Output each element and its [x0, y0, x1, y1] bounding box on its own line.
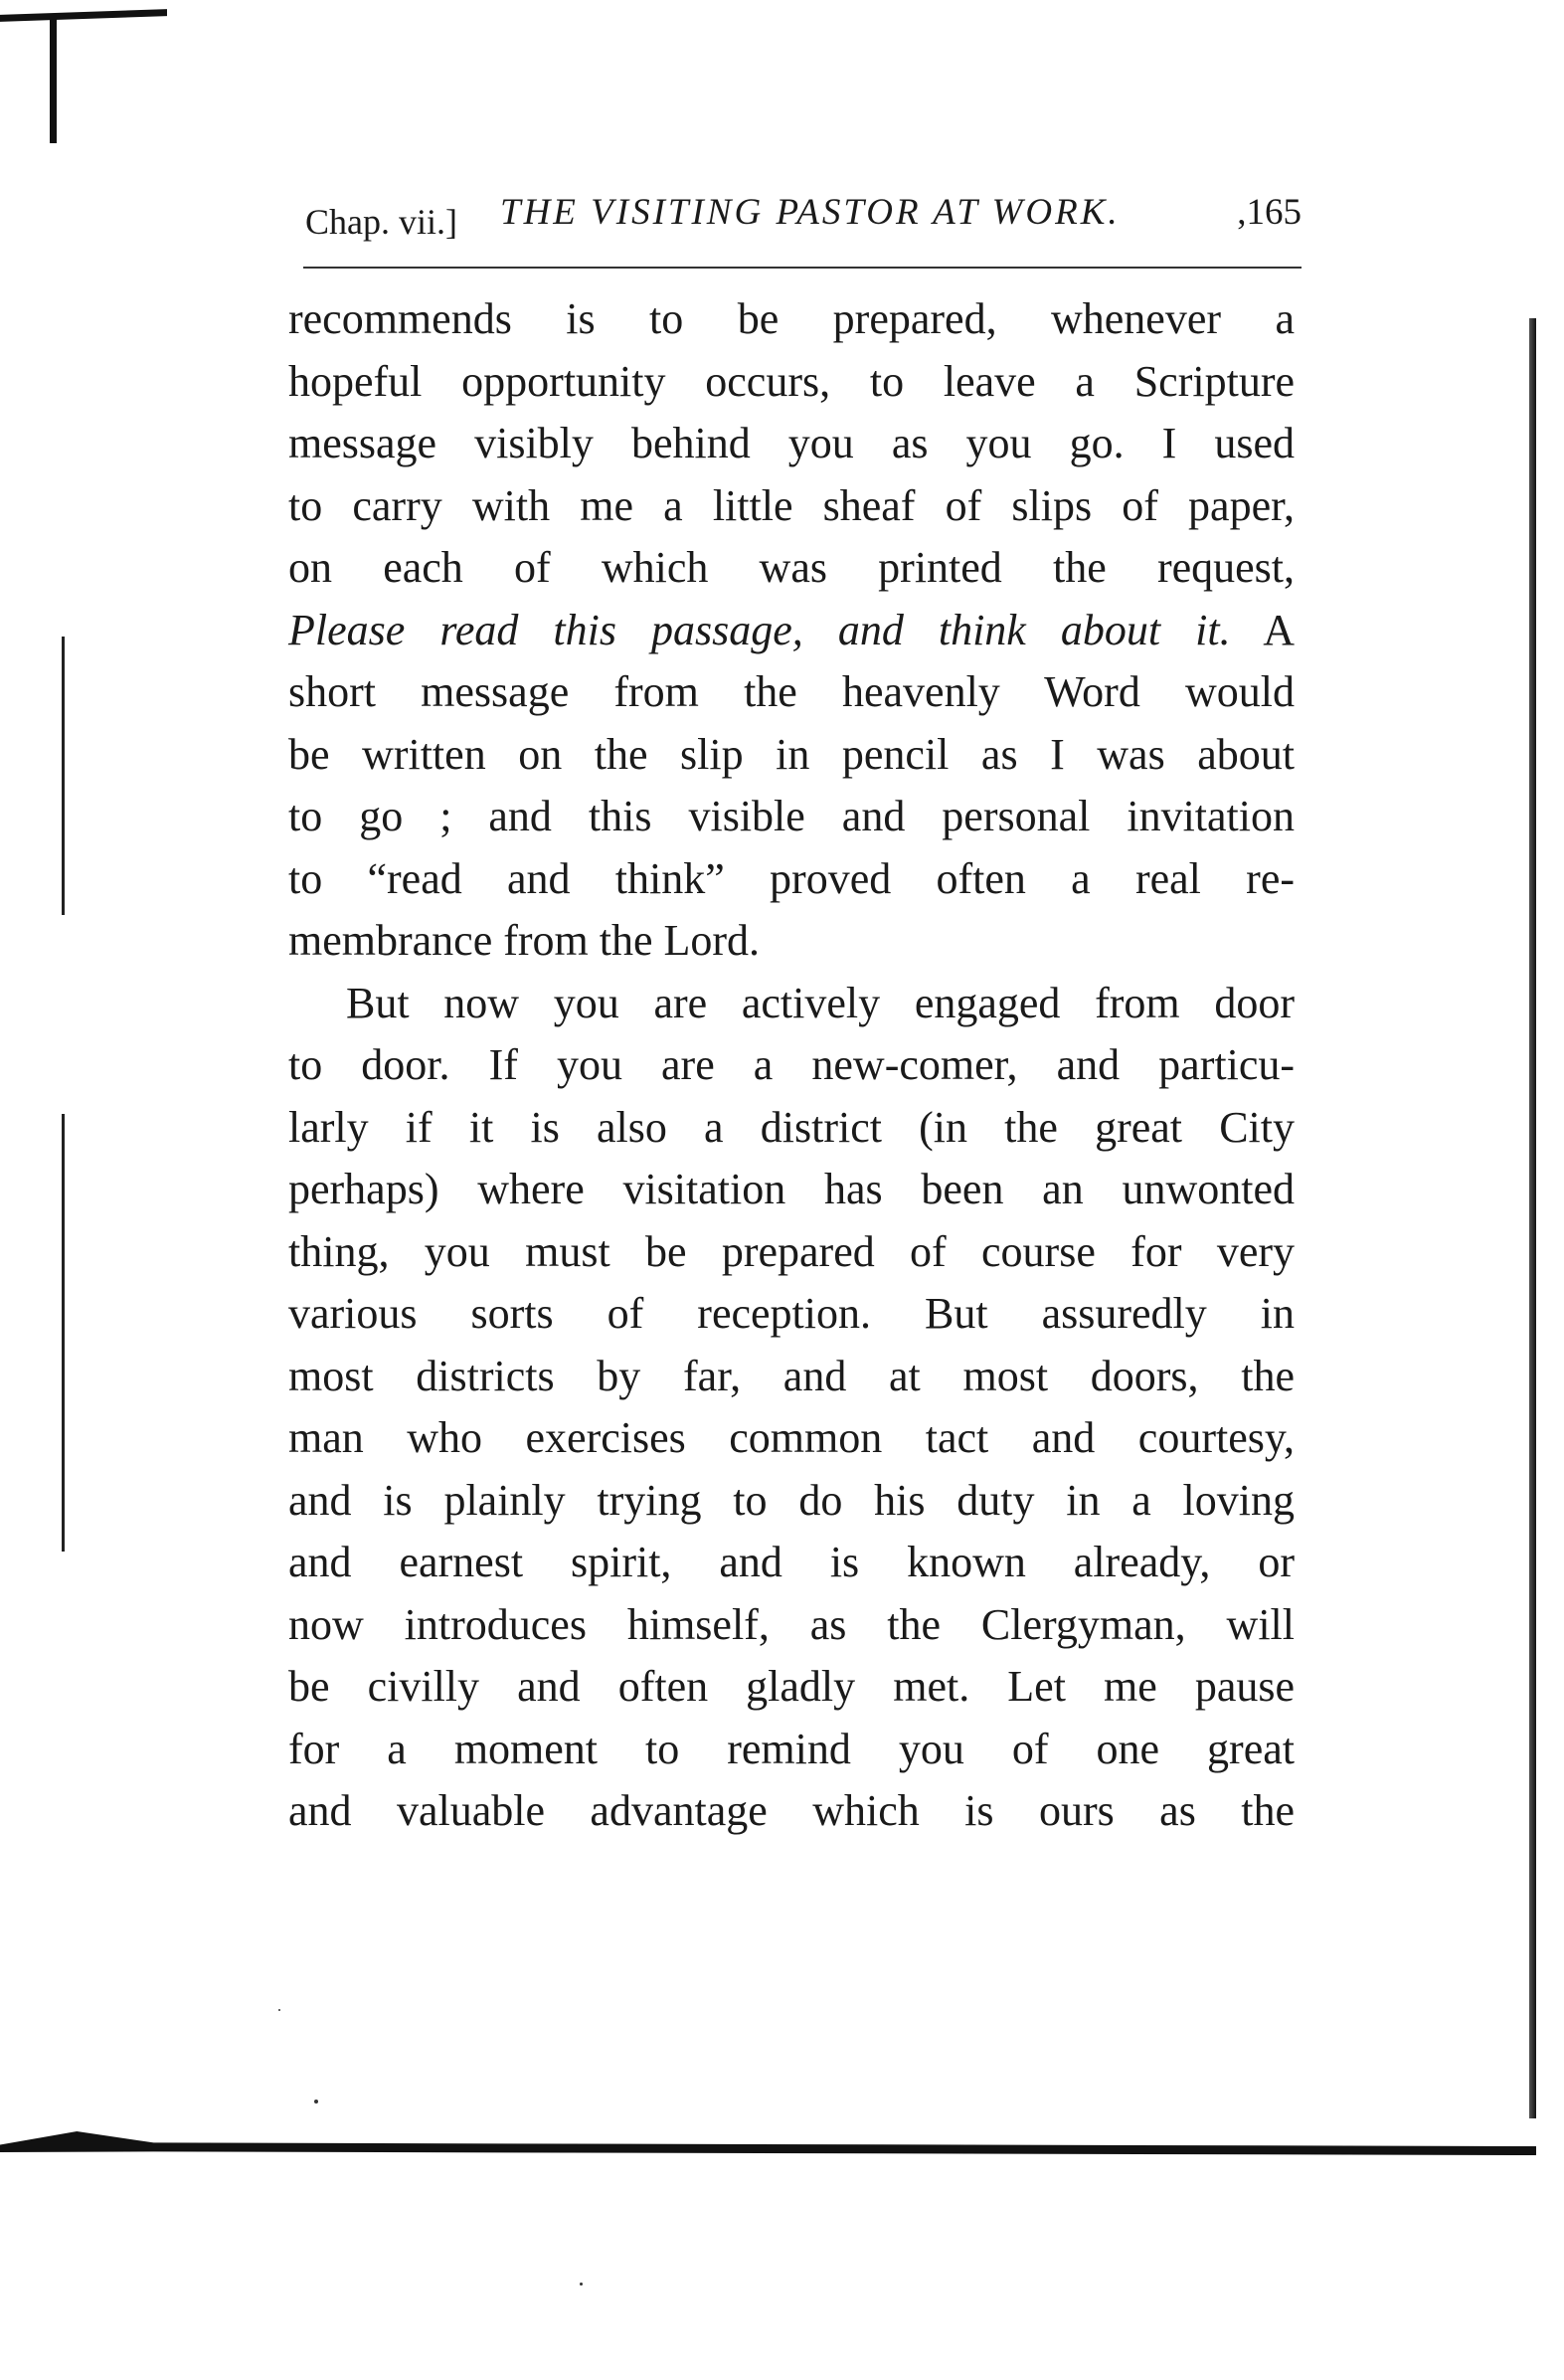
text-line: membrance from the Lord. [288, 916, 761, 965]
header-rule [303, 267, 1302, 269]
paragraph [288, 288, 1295, 973]
text-line: be civilly and often gladly met. Let me pause [288, 1662, 1295, 1711]
text-line: for a moment to remind you of one great [288, 1724, 1295, 1773]
text-line: be written on the slip in pencil as I was about [288, 729, 1295, 779]
text-line: perhaps) where visitation has been an unwonted [288, 1165, 1295, 1213]
running-title: THE VISITING PASTOR AT WORK. [500, 192, 1121, 233]
paragraph [288, 973, 1295, 1843]
scan-corner-mark-vertical [50, 14, 57, 143]
scan-corner-mark [0, 9, 167, 22]
text-line: message visibly behind you as you go. I used [288, 419, 1295, 467]
text-line: and earnest spirit, and is known already, or [288, 1538, 1295, 1586]
body-text [288, 288, 1295, 1843]
text-line: But now you are actively engaged from door [346, 978, 1295, 1027]
text-line: most districts by far, and at most doors, the [288, 1351, 1295, 1400]
text-line: to go ; and this visible and personal invitation [288, 792, 1295, 840]
text-line: to “read and think” proved often a real re- [288, 853, 1295, 903]
scan-speck [314, 2100, 318, 2104]
text-line: to carry with me a little sheaf of slips of paper, [288, 480, 1295, 530]
text-line: man who exercises common tact and courtesy, [288, 1413, 1295, 1462]
scan-margin-line [62, 637, 65, 915]
scan-page-edge-right [1529, 318, 1536, 2118]
text-line: and valuable advantage which is ours as the [288, 1786, 1295, 1835]
chapter-label: Chap. vii.] [305, 202, 457, 242]
text-fragment: A [1263, 605, 1295, 654]
text-line: now introduces himself, as the Clergyman, will [288, 1599, 1295, 1649]
italic-request-text: Please read this passage, and think about it. [288, 605, 1231, 654]
text-line [288, 600, 1295, 662]
page-number: ,165 [1237, 192, 1302, 233]
text-line: recommends is to be prepared, whenever a [288, 294, 1295, 343]
text-line: various sorts of reception. But assuredly in [288, 1289, 1295, 1338]
text-line: short message from the heavenly Word would [288, 667, 1295, 716]
text-line: thing, you must be prepared of course for very [288, 1226, 1295, 1276]
scan-margin-line [62, 1114, 65, 1552]
text-line: hopeful opportunity occurs, to leave a Scripture [288, 356, 1295, 406]
text-line: larly if it is also a district (in the great City [288, 1102, 1295, 1152]
scan-page-edge-bottom [0, 2128, 1536, 2158]
text-line: on each of which was printed the request, [288, 543, 1295, 592]
scan-speck [580, 2283, 583, 2286]
text-line: to door. If you are a new-comer, and particu- [288, 1040, 1295, 1089]
running-header [305, 189, 1302, 245]
scan-speck [278, 2009, 280, 2011]
text-line: and is plainly trying to do his duty in a loving [288, 1475, 1295, 1525]
